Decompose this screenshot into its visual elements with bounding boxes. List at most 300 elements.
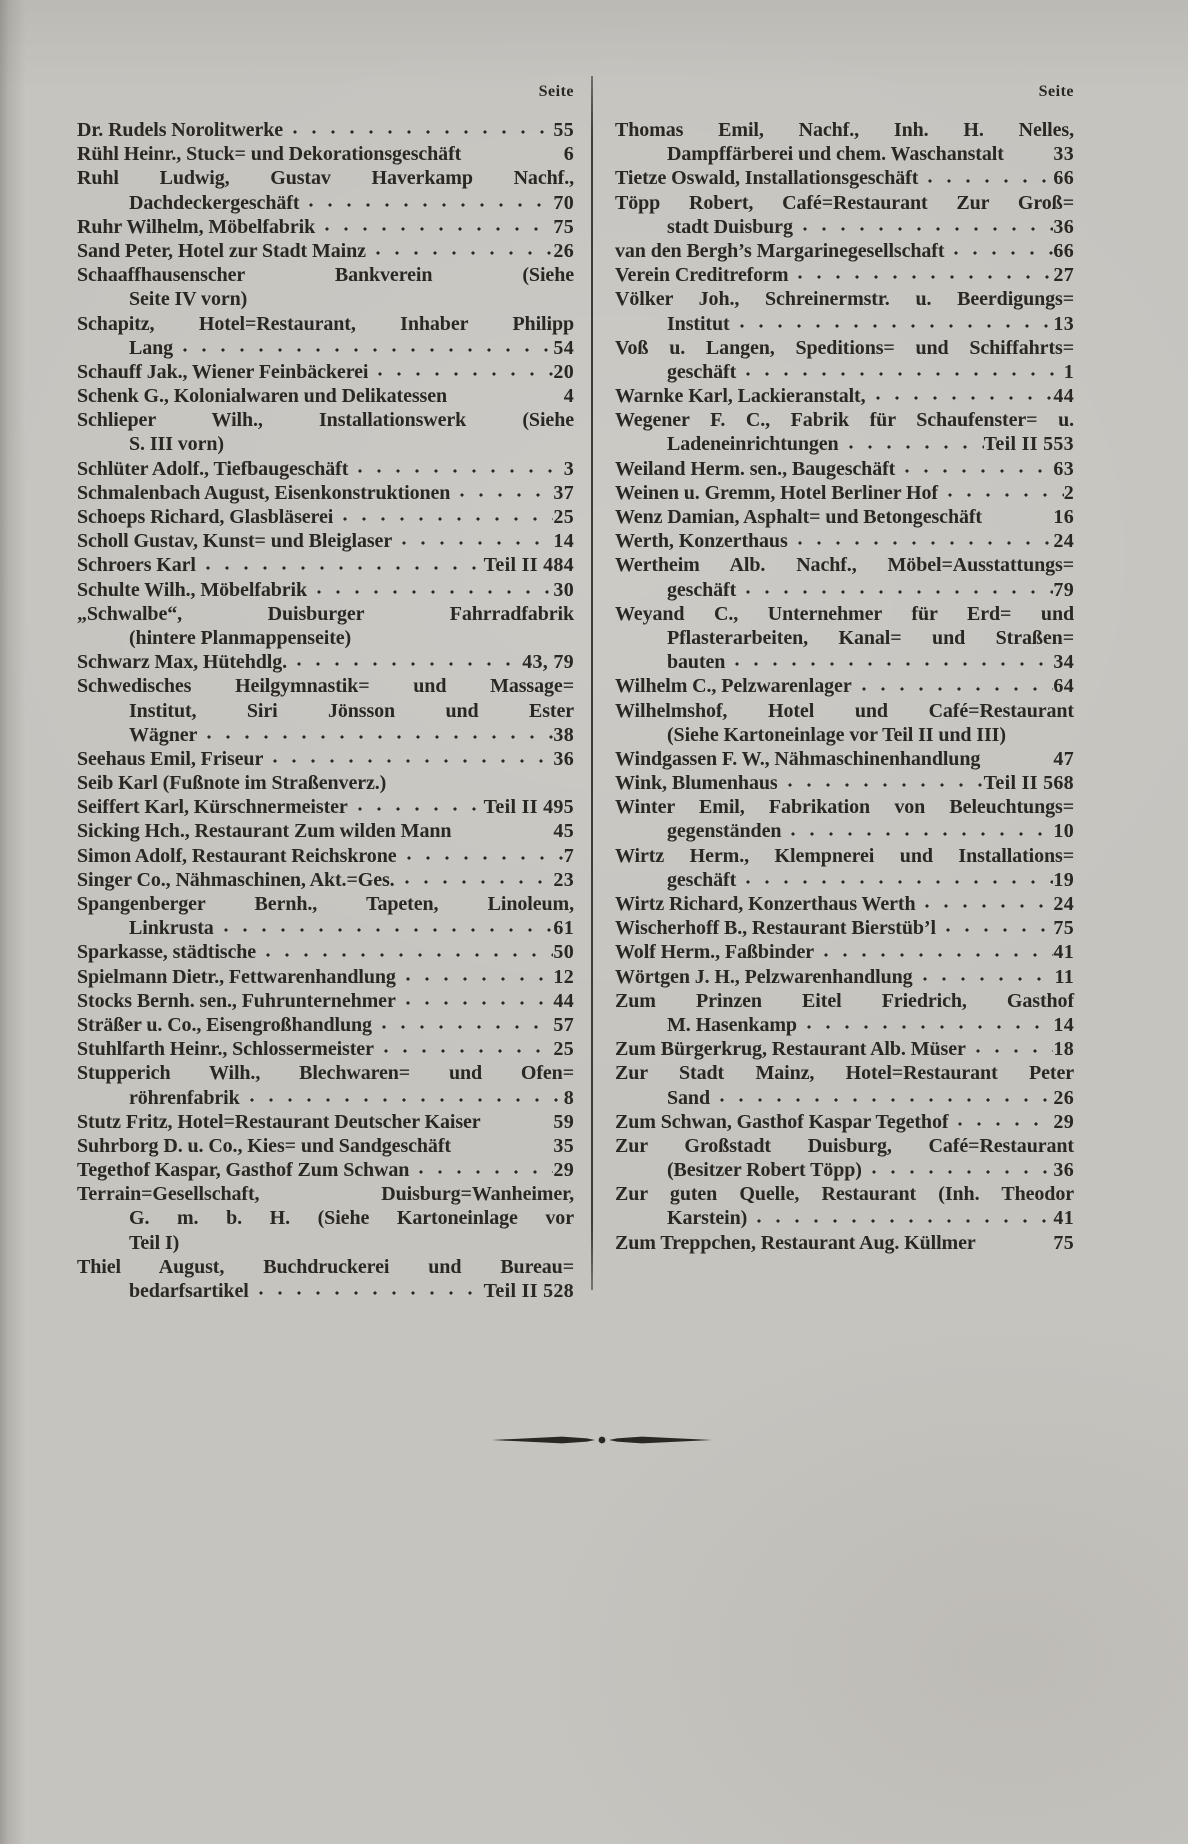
entry-text: Schwarz Max, Hütehdlg. <box>77 651 288 674</box>
page-number: Teil II 484 <box>483 554 574 577</box>
right-column-entries <box>615 118 1074 1255</box>
index-entry-line <box>615 1158 1074 1182</box>
entry-text: Zur guten Quelle, Restaurant (Inh. Theodor <box>615 1183 1074 1206</box>
index-entry-line <box>77 868 574 892</box>
page-number: 4 <box>563 385 574 408</box>
entry-text: (Siehe Kartoneinlage vor Teil II und III) <box>667 723 1006 746</box>
page-number: 14 <box>1053 1013 1074 1036</box>
entry-text: Terrain=Gesellschaft, Duisburg=Wanheimer, <box>77 1183 574 1206</box>
dot-leader <box>372 1013 553 1037</box>
page-number: Teil II 553 <box>983 433 1074 456</box>
entry-text: Stocks Bernh. sen., Fuhrunternehmer <box>77 989 396 1012</box>
entry-text: Seib Karl (Fußnote im Straßenverz.) <box>77 772 387 795</box>
page-number: 70 <box>553 191 574 214</box>
entry-text: Schlüter Adolf., Tiefbaugeschäft <box>77 457 349 480</box>
page-number: Teil II 528 <box>483 1280 574 1302</box>
dot-leader <box>710 1086 1053 1110</box>
entry-text: Wirtz Herm., Klempnerei und Installations= <box>615 844 1074 867</box>
dot-leader <box>736 578 1053 602</box>
index-entry-line <box>77 1037 574 1061</box>
entry-text: Zum Schwan, Gasthof Kaspar Tegethof <box>615 1110 949 1133</box>
entry-text: Linkrusta <box>129 917 214 940</box>
dot-leader <box>866 384 1054 408</box>
entry-text: Verein Creditreform <box>615 264 789 287</box>
dot-leader <box>736 868 1053 892</box>
page-number: 37 <box>553 481 574 504</box>
index-entry-line <box>77 384 574 408</box>
page-number: 44 <box>553 989 574 1012</box>
page-number: 26 <box>1053 1086 1074 1109</box>
dot-leader <box>348 457 563 481</box>
dot-leader <box>862 1158 1054 1182</box>
page-number: 20 <box>553 360 574 383</box>
entry-text: Schroers Karl <box>77 554 196 577</box>
entry-text: Wilhelmshof, Hotel und Café=Restaurant <box>615 699 1074 722</box>
entry-text: röhrenfabrik <box>129 1086 240 1109</box>
entry-text: Sträßer u. Co., Eisengroßhandlung <box>77 1013 372 1036</box>
page-number: 16 <box>1053 506 1074 528</box>
entry-text: Zum Prinzen Eitel Friedrich, Gasthof <box>615 989 1074 1012</box>
index-entry-line <box>615 384 1074 408</box>
entry-text: Rühl Heinr., Stuck= und Dekorationsgeschäft <box>77 143 462 166</box>
page-number: 29 <box>1053 1110 1074 1133</box>
index-entry-line <box>615 989 1074 1013</box>
entry-text: Wenz Damian, Asphalt= und Betongeschäft <box>615 506 982 528</box>
page-number: 75 <box>553 215 574 238</box>
dot-leader <box>392 529 553 553</box>
entry-text: Suhrborg D. u. Co., Kies= und Sandgeschäft <box>77 1134 451 1157</box>
index-entry-line <box>615 553 1074 577</box>
page-number: 7 <box>563 844 574 867</box>
dot-leader <box>781 819 1053 843</box>
index-entry-line <box>615 650 1074 674</box>
index-entry-line <box>77 723 574 747</box>
page-number: 13 <box>1053 312 1074 335</box>
dot-leader <box>368 360 553 384</box>
page-number: 27 <box>1053 264 1074 287</box>
index-entry-line <box>77 795 574 819</box>
entry-text: (hintere Planmappenseite) <box>129 626 352 649</box>
leader-spacer <box>980 747 1053 771</box>
page-number: 35 <box>553 1134 574 1157</box>
leader-spacer <box>451 1134 553 1158</box>
index-entry-line <box>77 650 574 674</box>
entry-text: geschäft <box>667 578 737 601</box>
index-entry-line <box>77 215 574 239</box>
index-entry-line <box>615 1206 1074 1230</box>
page-number: 23 <box>553 868 574 891</box>
index-entry-line <box>77 336 574 360</box>
entry-text: Tietze Oswald, Installationsgeschäft <box>615 167 919 190</box>
entry-text: Wägner <box>129 723 198 746</box>
page-number: 34 <box>1053 651 1074 674</box>
entry-text: Wirtz Richard, Konzerthaus Werth <box>615 893 916 915</box>
index-entry-line <box>77 505 574 529</box>
entry-text: Spielmann Dietr., Fettwarenhandlung <box>77 965 396 988</box>
entry-text: Schmalenbach August, Eisenkonstruktionen <box>77 481 451 504</box>
index-entry-line <box>615 795 1074 819</box>
page-number: 18 <box>1053 1038 1074 1061</box>
column-divider-rule <box>591 76 593 1290</box>
page-number: 43, 79 <box>522 651 574 674</box>
entry-text: Winter Emil, Fabrikation von Beleuchtungs= <box>615 796 1074 819</box>
index-entry-line <box>77 1013 574 1037</box>
dot-leader <box>283 118 553 142</box>
page-number: 26 <box>553 239 574 262</box>
entry-text: Seehaus Emil, Friseur <box>77 747 264 770</box>
dot-leader <box>409 1158 553 1182</box>
index-entry-line <box>615 1231 1074 1255</box>
index-entry-line <box>615 602 1074 626</box>
index-entry-line <box>615 892 1074 916</box>
index-entry-line <box>615 771 1074 795</box>
left-column <box>77 82 574 1303</box>
entry-text: gegenständen <box>667 820 782 843</box>
index-entry-line <box>615 868 1074 892</box>
entry-text: Zur Stadt Mainz, Hotel=Restaurant Peter <box>615 1062 1074 1085</box>
index-entry-line <box>77 457 574 481</box>
page-number: 54 <box>553 336 574 359</box>
page-number: 25 <box>553 506 574 528</box>
dot-leader <box>348 795 484 819</box>
dot-leader <box>948 1110 1053 1134</box>
index-entry-line <box>615 626 1074 650</box>
left-column-entries <box>77 118 574 1303</box>
entry-text: Schoeps Richard, Glasbläserei <box>77 506 334 528</box>
dot-leader <box>374 1037 554 1061</box>
leader-spacer <box>481 1110 554 1134</box>
index-entry-line <box>615 263 1074 287</box>
index-entry-line <box>77 1279 574 1303</box>
entry-text: Dr. Rudels Norolitwerke <box>77 119 284 141</box>
dot-leader <box>938 481 1064 505</box>
index-entry-line <box>77 263 574 287</box>
index-entry-line <box>77 142 574 166</box>
dot-leader <box>788 263 1053 287</box>
entry-text: Schaaffhausenscher Bankverein (Siehe <box>77 264 574 287</box>
index-entry-line <box>615 481 1074 505</box>
index-entry-line <box>77 1182 574 1206</box>
page-number: 8 <box>563 1086 574 1109</box>
dot-leader <box>249 1279 484 1303</box>
dot-leader <box>915 892 1053 916</box>
entry-text: geschäft <box>667 868 737 891</box>
page-number: 2 <box>1063 481 1074 504</box>
entry-text: Wörtgen J. H., Pelzwarenhandlung <box>615 965 913 988</box>
entry-text: Stutz Fritz, Hotel=Restaurant Deutscher Kaiser <box>77 1110 481 1133</box>
entry-text: bauten <box>667 651 726 674</box>
entry-text: geschäft <box>667 360 737 383</box>
index-entry-line <box>615 118 1074 142</box>
dot-leader <box>397 844 564 868</box>
index-entry-line <box>615 239 1074 263</box>
dot-leader <box>196 553 484 577</box>
entry-text: M. Hasenkamp <box>667 1013 797 1036</box>
entry-text: Thomas Emil, Nachf., Inh. H. Nelles, <box>615 119 1074 141</box>
index-entry-line <box>77 578 574 602</box>
index-entry-line <box>615 844 1074 868</box>
dot-leader <box>366 239 553 263</box>
entry-text: Lang <box>129 336 174 359</box>
page-number: 25 <box>553 1038 574 1061</box>
index-entry-line <box>77 529 574 553</box>
entry-text: „Schwalbe“, Duisburger Fahrradfabrik <box>77 602 574 625</box>
entry-text: Seiffert Karl, Kürschnermeister <box>77 796 348 819</box>
index-entry-line <box>77 287 574 311</box>
page-number: 50 <box>553 941 574 964</box>
index-entry-line <box>77 1134 574 1158</box>
dot-leader <box>173 336 553 360</box>
page-number: 14 <box>553 530 574 553</box>
index-entry-line <box>615 916 1074 940</box>
index-entry-line <box>77 699 574 723</box>
index-entry-line <box>615 723 1074 747</box>
page-number: 12 <box>553 965 574 988</box>
index-entry-line <box>77 1231 574 1255</box>
page-number: 55 <box>553 119 574 141</box>
dot-leader <box>256 940 553 964</box>
dot-leader <box>814 940 1053 964</box>
dot-leader <box>936 916 1053 940</box>
index-entry-line <box>77 239 574 263</box>
dot-leader <box>913 965 1055 989</box>
index-entry-line <box>77 626 574 650</box>
index-entry-line <box>615 1134 1074 1158</box>
index-entry-line <box>77 481 574 505</box>
entry-text: Weinen u. Gremm, Hotel Berliner Hof <box>615 481 938 504</box>
dot-leader <box>747 1206 1053 1230</box>
entry-text: stadt Duisburg <box>667 215 793 238</box>
entry-text: Zum Bürgerkrug, Restaurant Alb. Müser <box>615 1038 966 1061</box>
index-entry-line <box>615 408 1074 432</box>
page-number: 3 <box>563 457 574 480</box>
dot-leader <box>852 674 1054 698</box>
entry-text: Teil I) <box>129 1231 180 1254</box>
index-entry-line <box>615 1110 1074 1134</box>
entry-text: Zur Großstadt Duisburg, Café=Restaurant <box>615 1134 1074 1157</box>
dot-leader <box>797 1013 1053 1037</box>
dot-leader <box>307 578 553 602</box>
dot-leader <box>395 868 554 892</box>
index-entry-line <box>615 578 1074 602</box>
page-number: 57 <box>553 1013 574 1036</box>
entry-text: Ruhr Wilhelm, Möbelfabrik <box>77 215 316 238</box>
dot-leader <box>918 166 1053 190</box>
page-number: 36 <box>1053 215 1074 238</box>
index-entry-line <box>615 529 1074 553</box>
index-entry-line <box>615 457 1074 481</box>
page-number: 61 <box>553 917 574 940</box>
index-entry-line <box>77 1158 574 1182</box>
page-number: 33 <box>1053 143 1074 166</box>
index-entry-line <box>615 142 1074 166</box>
index-entry-line <box>77 1061 574 1085</box>
dot-leader <box>197 723 553 747</box>
entry-text: Weyand C., Unternehmer für Erd= und <box>615 602 1074 625</box>
dot-leader <box>263 747 553 771</box>
index-entry-line <box>77 916 574 940</box>
page-number: 47 <box>1053 747 1074 770</box>
dot-leader <box>333 505 553 529</box>
page-number: 24 <box>1053 530 1074 553</box>
index-entry-line <box>77 312 574 336</box>
page-number: 79 <box>1053 578 1074 601</box>
index-entry-line <box>615 336 1074 360</box>
dot-leader <box>966 1037 1054 1061</box>
leader-spacer <box>447 384 564 408</box>
index-entry-line <box>77 432 574 456</box>
page-number: 11 <box>1054 965 1074 988</box>
page-number: Teil II 495 <box>483 796 574 819</box>
index-entry-line <box>615 940 1074 964</box>
entry-text: Zum Treppchen, Restaurant Aug. Küllmer <box>615 1231 976 1254</box>
dot-leader <box>725 650 1053 674</box>
index-entry-line <box>615 674 1074 698</box>
page-number: 10 <box>1053 820 1074 843</box>
dot-leader <box>839 432 984 456</box>
dot-leader <box>240 1086 564 1110</box>
leader-spacer <box>451 819 553 843</box>
index-entry-line <box>77 602 574 626</box>
entry-text: Schwedisches Heilgymnastik= und Massage= <box>77 675 574 698</box>
index-entry-line <box>615 312 1074 336</box>
page-number: 59 <box>553 1110 574 1133</box>
entry-text: Spangenberger Bernh., Tapeten, Linoleum, <box>77 893 574 915</box>
entry-text: Sparkasse, städtische <box>77 941 257 964</box>
page-number: 38 <box>553 723 574 746</box>
entry-text: Warnke Karl, Lackieranstalt, <box>615 385 866 408</box>
leader-spacer <box>461 142 563 166</box>
entry-text: Schulte Wilh., Möbelfabrik <box>77 578 308 601</box>
index-entry-line <box>77 1110 574 1134</box>
index-entry-line <box>615 432 1074 456</box>
index-entry-line <box>615 166 1074 190</box>
entry-text: Schlieper Wilh., Installationswerk (Siehe <box>77 409 574 432</box>
index-entry-line <box>77 989 574 1013</box>
entry-text: Stuhlfarth Heinr., Schlossermeister <box>77 1038 374 1061</box>
page-number: 29 <box>553 1159 574 1182</box>
index-entry-line <box>615 215 1074 239</box>
index-entry-line <box>615 1182 1074 1206</box>
entry-text: van den Bergh’s Margarinegesellschaft <box>615 239 945 262</box>
index-entry-line <box>77 1255 574 1279</box>
page-number: 1 <box>1063 360 1074 383</box>
entry-text: Windgassen F. W., Nähmaschinenhandlung <box>615 747 981 770</box>
index-entry-line <box>615 1086 1074 1110</box>
entry-text: Voß u. Langen, Speditions= und Schiffahrts= <box>615 336 1074 359</box>
page-number: 30 <box>553 578 574 601</box>
right-column <box>615 82 1074 1255</box>
page-number: Teil II 568 <box>983 772 1074 795</box>
page-number: 41 <box>1053 941 1074 964</box>
index-entry-line <box>615 1037 1074 1061</box>
entry-text: Werth, Konzerthaus <box>615 530 788 553</box>
leader-spacer <box>982 505 1053 529</box>
entry-text: Pflasterarbeiten, Kanal= und Straßen= <box>667 626 1074 649</box>
entry-text: Schapitz, Hotel=Restaurant, Inhaber Philipp <box>77 312 574 335</box>
dot-leader <box>299 191 553 215</box>
dot-leader <box>895 457 1053 481</box>
page-number: 66 <box>1053 239 1074 262</box>
index-entry-line <box>77 1086 574 1110</box>
index-entry-line <box>77 674 574 698</box>
page-number: 36 <box>553 747 574 770</box>
entry-text: Simon Adolf, Restaurant Reichskrone <box>77 844 397 867</box>
index-entry-line <box>77 1206 574 1230</box>
entry-text: G. m. b. H. (Siehe Kartoneinlage vor <box>129 1207 574 1230</box>
index-entry-line <box>77 965 574 989</box>
page-number: 45 <box>553 820 574 843</box>
flourish-divider-icon <box>492 1432 712 1448</box>
right-seite-header: Seite <box>1038 83 1074 100</box>
entry-text: Stupperich Wilh., Blechwaren= und Ofen= <box>77 1062 574 1085</box>
index-entry-line <box>615 1061 1074 1085</box>
dot-leader <box>450 481 553 505</box>
left-seite-header: Seite <box>538 83 574 100</box>
dot-leader <box>736 360 1064 384</box>
entry-text: Singer Co., Nähmaschinen, Akt.=Ges. <box>77 868 395 891</box>
index-entry-line <box>77 844 574 868</box>
dot-leader <box>793 215 1054 239</box>
entry-text: Scholl Gustav, Kunst= und Bleiglaser <box>77 530 393 553</box>
index-entry-line <box>77 940 574 964</box>
entry-text: Tegethof Kaspar, Gasthof Zum Schwan <box>77 1159 410 1182</box>
entry-text: Wink, Blumenhaus <box>615 772 778 795</box>
index-entry-line <box>77 553 574 577</box>
index-entry-line <box>615 965 1074 989</box>
index-entry-line <box>615 505 1074 529</box>
entry-text: Wischerhoff B., Restaurant Bierstüb’l <box>615 917 936 940</box>
entry-text: Seite IV vorn) <box>129 288 248 311</box>
index-entry-line <box>77 191 574 215</box>
index-entry-line <box>77 360 574 384</box>
page-number: 41 <box>1053 1207 1074 1230</box>
page-number: 24 <box>1053 893 1074 915</box>
dot-leader <box>396 965 554 989</box>
index-entry-line <box>615 191 1074 215</box>
index-entry-line <box>615 287 1074 311</box>
dot-leader <box>287 650 522 674</box>
entry-text: Ruhl Ludwig, Gustav Haverkamp Nachf., <box>77 167 574 190</box>
dot-leader <box>315 215 553 239</box>
leader-spacer <box>1004 142 1054 166</box>
index-entry-line <box>77 166 574 190</box>
entry-text: Wegener F. C., Fabrik für Schaufenster= u. <box>615 409 1074 432</box>
page-number: 19 <box>1053 868 1074 891</box>
index-entry-line <box>77 819 574 843</box>
index-entry-line <box>77 118 574 142</box>
index-entry-line <box>615 819 1074 843</box>
entry-text: Sand <box>667 1086 710 1109</box>
page-number: 36 <box>1053 1159 1074 1182</box>
index-entry-line <box>615 1013 1074 1037</box>
entry-text: Ladeneinrichtungen <box>667 433 839 456</box>
dot-leader <box>944 239 1053 263</box>
entry-text: Thiel August, Buchdruckerei und Bureau= <box>77 1255 574 1278</box>
entry-text: bedarfsartikel <box>129 1280 249 1302</box>
entry-text: Töpp Robert, Café=Restaurant Zur Groß= <box>615 191 1074 214</box>
dot-leader <box>396 989 554 1013</box>
index-entry-line <box>615 747 1074 771</box>
dot-leader <box>778 771 984 795</box>
entry-text: (Besitzer Robert Töpp) <box>667 1159 862 1182</box>
page-number: 6 <box>563 143 574 166</box>
entry-text: Schauff Jak., Wiener Feinbäckerei <box>77 360 369 383</box>
index-entry-line <box>615 699 1074 723</box>
entry-text: Wolf Herm., Faßbinder <box>615 941 815 964</box>
page-number: 75 <box>1053 1231 1074 1254</box>
page-number: 66 <box>1053 167 1074 190</box>
